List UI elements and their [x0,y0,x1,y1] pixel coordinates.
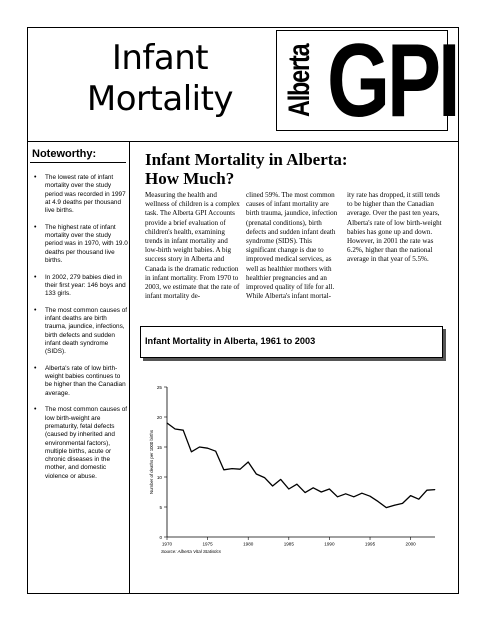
data-point [402,503,403,504]
sidebar-heading-rule [30,162,126,163]
data-point [386,507,387,508]
data-point [240,469,241,470]
noteworthy-item: • Alberta's rate of low birth-weight babies continues to be higher than the Canadian average. [34,365,128,398]
article-title [145,150,450,188]
logo-province-text: Alberta [283,44,316,118]
data-point [394,505,395,506]
data-point [362,493,363,494]
data-point [288,489,289,490]
data-point [256,474,257,475]
title-line-2: Mortality [86,79,234,119]
data-point [232,468,233,469]
sidebar-heading: Noteworthy: [32,148,97,160]
data-point [305,492,306,493]
data-point [264,477,265,478]
article-column-2: clined 59%. The most common causes of infant mortality are birth trauma, jaundice, infection (prenatal conditions), birth defects and sudden infant death syndrome (SIDS). This significant change is due to improved medical services, as well as healthier mothers with healthier pregnancies and an improved quality of life for all. While Alberta's infant mortal- [246,191,338,301]
x-tick-label: 1980 [243,541,254,547]
chart-title: Infant Mortality in Alberta, 1961 to 2003 [145,336,316,346]
x-tick-label: 2000 [405,541,416,547]
noteworthy-item: • The highest rate of infant mortality over the study period was in 1970, with 19.0 deaths per thousand live births. [34,224,128,265]
noteworthy-item: • In 2002, 279 babies died in their first year: 146 boys and 133 girls. [34,274,128,299]
data-point [426,490,427,491]
alberta-gpi-logo [276,23,458,139]
data-point [183,430,184,431]
x-tick-label: 1985 [283,541,294,547]
y-tick-label: 0 [159,534,162,540]
y-tick-label: 10 [156,474,162,480]
data-point [191,451,192,452]
data-point [410,495,411,496]
data-point [435,489,436,490]
y-tick-label: 20 [156,414,162,420]
data-point [297,484,298,485]
data-point [378,501,379,502]
data-point [353,496,354,497]
article-column-1: Measuring the health and wellness of children is a complex task. The Alberta GPI Accounts provide a brief evaluation of children's health, examining trends in infant mortality and low-birth weight babies. A big success story in Alberta and Canada is the dramatic reduction in infant mortality. From 1970 to 2003, we estimate that the rate of infant mortality de- [145,191,240,301]
noteworthy-item: • The most common causes of low birth-weight are prematurity, fetal defects (caused by inherited and environmental factors), multiple births, acute or chronic diseases in the mother, and domestic violence or abuse. [34,406,128,481]
data-point [337,496,338,497]
data-point [223,469,224,470]
data-point [313,487,314,488]
chart-source: Source: Alberta Vital Statistics [161,549,222,554]
x-tick-label: 1995 [364,541,376,547]
data-point [248,462,249,463]
x-tick-label: 1970 [161,541,173,547]
y-axis-label: Number of deaths per 1000 births [149,429,154,495]
noteworthy-list [34,174,128,489]
data-point [321,492,322,493]
page-title [60,38,260,120]
article-title-line-1: Infant Mortality in Alberta: [145,150,348,169]
data-point [215,451,216,452]
x-tick-label: 1975 [202,541,213,547]
data-point [272,486,273,487]
data-point [199,447,200,448]
noteworthy-item: • The most common causes of infant deaths are birth trauma, jaundice, infections, birth defects and sudden infant death syndrome (SIDS). [34,307,128,357]
article-title-line-2: How Much? [145,169,235,188]
y-tick-label: 15 [156,444,162,450]
title-line-1: Infant [111,38,209,78]
y-tick-label: 5 [159,504,162,510]
data-point [329,489,330,490]
noteworthy-item: • The lowest rate of infant mortality over the study period was recorded in 1997 at 4.9 deaths per thousand live births. [34,174,128,215]
logo-gpi-text: GPI [327,23,458,139]
data-point [175,429,176,430]
data-point [207,448,208,449]
x-tick-label: 1990 [324,541,335,547]
data-point [418,499,419,500]
series-line [167,423,435,508]
article-column-3: ity rate has dropped, it still tends to be higher than the Canadian average. Over the past ten years, Alberta's rate of low birth-weight babies has gone up and down. However, in 2001 the rate was 6.2%, higher than the national average in that year of 5.5%. [347,191,442,264]
data-point [345,493,346,494]
y-tick-label: 25 [156,384,162,390]
data-point [370,496,371,497]
data-point [280,479,281,480]
data-point [167,423,168,424]
infant-mortality-chart [140,378,445,558]
